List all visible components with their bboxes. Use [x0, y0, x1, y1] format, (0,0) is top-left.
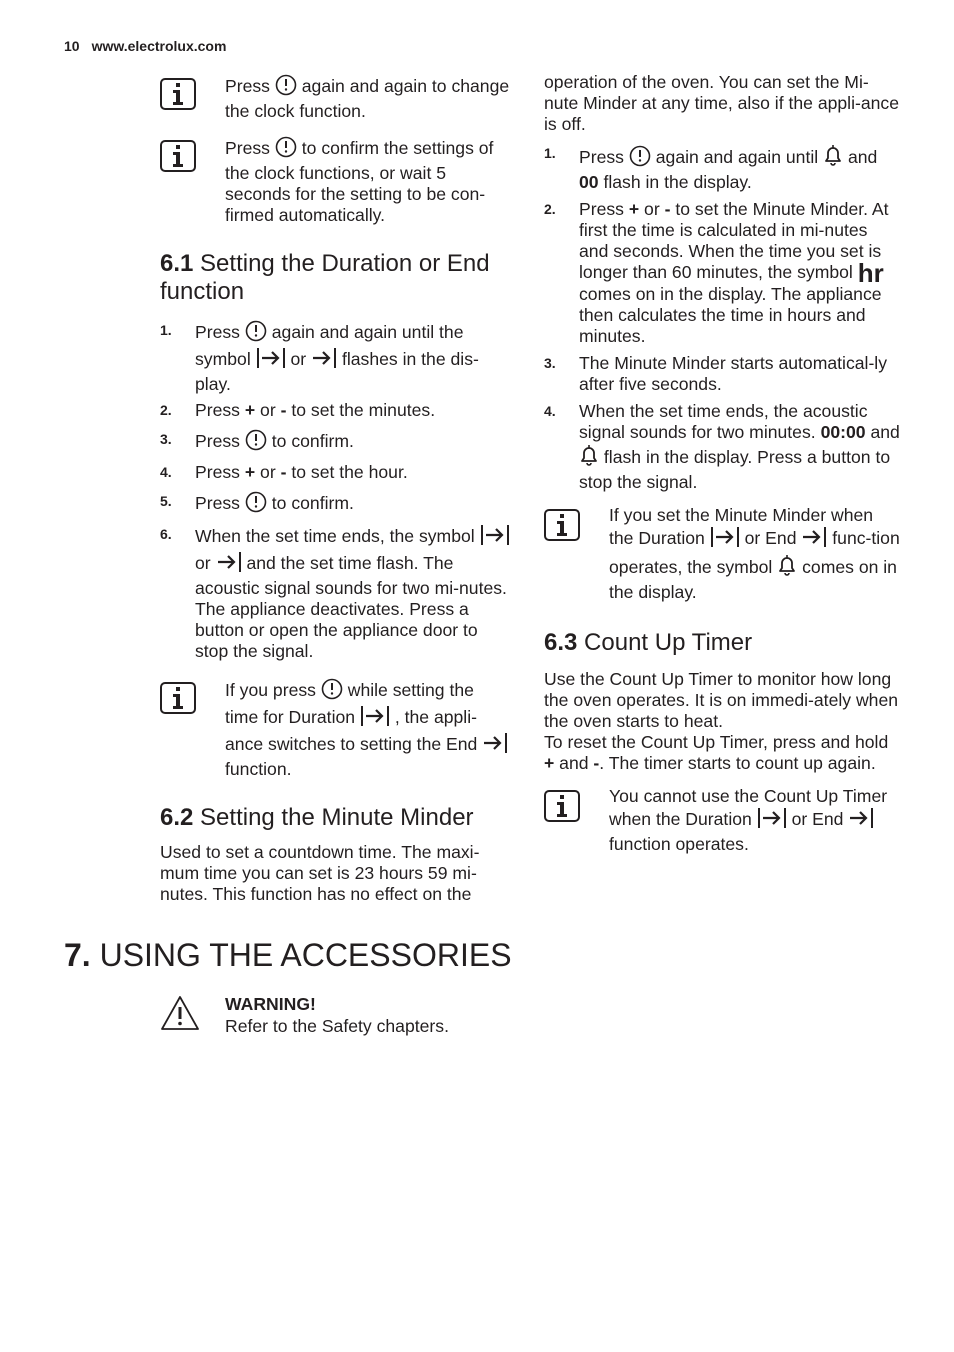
continued-text: operation of the oven. You can set the Mi-nute Minder at any time, also if the appli-ance is off. — [544, 72, 900, 134]
list-item: 5. Press to confirm. — [160, 491, 512, 518]
list-item: 4. When the set time ends, the acoustic signal sounds for two minutes. 00:00 and flash in the display. Press a button to stop the signal. — [544, 401, 900, 492]
duration-icon — [480, 524, 510, 551]
clock-icon — [321, 678, 343, 705]
warning-title: WARNING! — [225, 994, 316, 1014]
end-icon — [848, 807, 874, 834]
info-icon — [160, 78, 196, 110]
section-6-1-heading: 6.1 Setting the Duration or End function — [160, 250, 490, 305]
duration-icon — [710, 526, 740, 553]
list-item: 4. Press + or - to set the hour. — [160, 462, 408, 482]
list-item: 3. Press to confirm. — [160, 429, 512, 456]
info-note: Press to confirm the settings of the clock functions, or wait 5 seconds for the setting to be con-firmed automatically. — [160, 136, 512, 226]
right-column — [544, 72, 900, 855]
list-item: 1. Press again and again until and 00 flash in the display. — [544, 145, 878, 192]
duration-icon — [360, 705, 390, 732]
section-7-heading: 7. USING THE ACCESSORIES — [64, 937, 512, 973]
bell-icon — [579, 443, 599, 472]
section-6-3-text: Use the Count Up Timer to monitor how long the oven operates. It is on immedi-ately when the oven starts to heat. — [544, 669, 899, 731]
section-6-2-heading: 6.2 Setting the Minute Minder — [160, 804, 474, 831]
duration-icon — [757, 807, 787, 834]
end-icon — [216, 551, 242, 578]
info-icon — [544, 790, 580, 822]
steps-list — [160, 320, 512, 662]
clock-icon — [629, 145, 651, 172]
duration-icon — [256, 347, 286, 374]
info-note: You cannot use the Count Up Timer when the Duration or End function operates. — [544, 786, 900, 855]
section-6-3-heading: 6.3 Count Up Timer — [544, 629, 753, 656]
clock-icon — [245, 320, 267, 347]
end-icon — [801, 526, 827, 553]
warning-note — [160, 993, 449, 1037]
info-icon — [544, 509, 580, 541]
bell-icon — [823, 143, 843, 172]
bell-icon — [777, 553, 797, 582]
info-note: Press again and again to change the clock function. — [160, 74, 512, 122]
list-item: 1. Press again and again until the symbol or flashes in the dis-play. — [160, 322, 479, 394]
clock-icon — [245, 429, 267, 456]
list-item: 3. The Minute Minder starts automatical-ly after five seconds. — [544, 353, 888, 394]
info-note: If you press while setting the time for Duration , the appli-ance switches to setting the End function. — [160, 678, 512, 780]
info-note: If you set the Minute Minder when the Duration or End func-tion operates, the symbol comes on in the display. — [544, 505, 900, 603]
page-number: 10 — [64, 38, 80, 54]
end-icon — [482, 732, 508, 759]
list-item: 2. Press + or - to set the Minute Minder. At first the time is calculated in mi-nutes and seconds. When the time you set is longer than 60 minutes, the symbol hr comes on in the display. The appliance then calculates the time in hours and minutes. — [544, 199, 889, 346]
end-icon — [311, 347, 337, 374]
list-item: 6. When the set time ends, the symbol or and the set time flash. The acoustic signal sounds for two mi-nutes. The appliance deactivates. Press a button or open the appliance door to stop the signal. — [160, 524, 512, 662]
section-6-3-reset-text: To reset the Count Up Timer, press and hold + and -. The timer starts to count up again. — [544, 732, 889, 773]
left-column — [160, 72, 512, 905]
website-link[interactable]: www.electrolux.com — [91, 38, 227, 54]
clock-icon — [275, 74, 297, 101]
list-item: 2. Press + or - to set the minutes. — [160, 400, 436, 420]
info-icon — [160, 140, 196, 172]
warning-icon — [160, 995, 200, 1036]
page-header — [64, 38, 226, 54]
info-icon — [160, 682, 196, 714]
warning-text: Refer to the Safety chapters. — [225, 1016, 449, 1036]
hr-symbol: hr — [857, 258, 884, 288]
minute-minder-steps — [544, 143, 900, 493]
section-6-2-text: Used to set a countdown time. The maxi-mum time you can set is 23 hours 59 mi-nutes. This function has no effect on the — [160, 842, 480, 904]
clock-icon — [275, 136, 297, 163]
clock-icon — [245, 491, 267, 518]
